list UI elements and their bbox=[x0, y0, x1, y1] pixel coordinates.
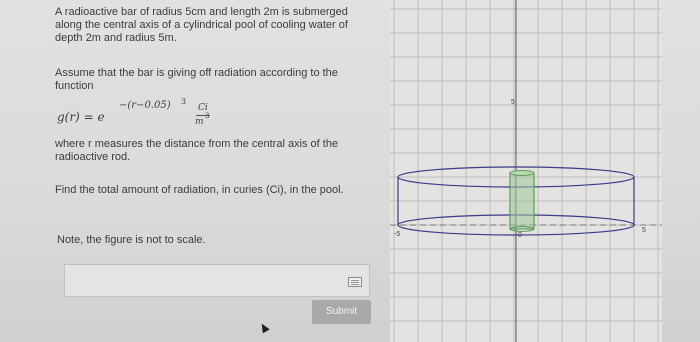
formula-unit-numerator: Ci bbox=[198, 103, 208, 113]
question-assume: Assume that the bar is giving off radiation according to the function bbox=[55, 67, 338, 92]
label-left: -5 bbox=[394, 231, 401, 238]
radioactive-rod bbox=[510, 173, 534, 229]
pool-figure bbox=[390, 0, 662, 342]
question-find: Find the total amount of radiation, in curies (Ci), in the pool. bbox=[55, 184, 344, 196]
label-origin: 0 bbox=[518, 232, 522, 239]
label-top: 5 bbox=[511, 99, 515, 106]
question-note: Note, the figure is not to scale. bbox=[57, 234, 206, 246]
formula-lhs: g(r) bbox=[57, 110, 80, 124]
formula-exponent: −(r−0.05) bbox=[119, 100, 171, 111]
rod-top-cap bbox=[510, 171, 534, 176]
formula-exponent-power: 3 bbox=[181, 97, 187, 106]
label-right: 5 bbox=[642, 227, 646, 234]
radiation-formula bbox=[57, 97, 277, 132]
keyboard-icon[interactable] bbox=[348, 277, 362, 287]
question-intro: A radioactive bar of radius 5cm and length 2m is submerged along the central axis of a cylindrical pool of cooling water of depth 2m and radius 5m. bbox=[55, 6, 348, 44]
formula-equals: = bbox=[83, 110, 94, 124]
formula-base: e bbox=[97, 110, 105, 124]
answer-input[interactable] bbox=[64, 264, 370, 297]
question-where: where r measures the distance from the central axis of the radioactive rod. bbox=[55, 138, 339, 163]
formula-unit-power: 3 bbox=[205, 112, 210, 120]
pool-figure-svg bbox=[390, 0, 662, 342]
formula-unit-denominator: m bbox=[195, 117, 204, 127]
submit-button[interactable]: Submit bbox=[312, 300, 371, 324]
